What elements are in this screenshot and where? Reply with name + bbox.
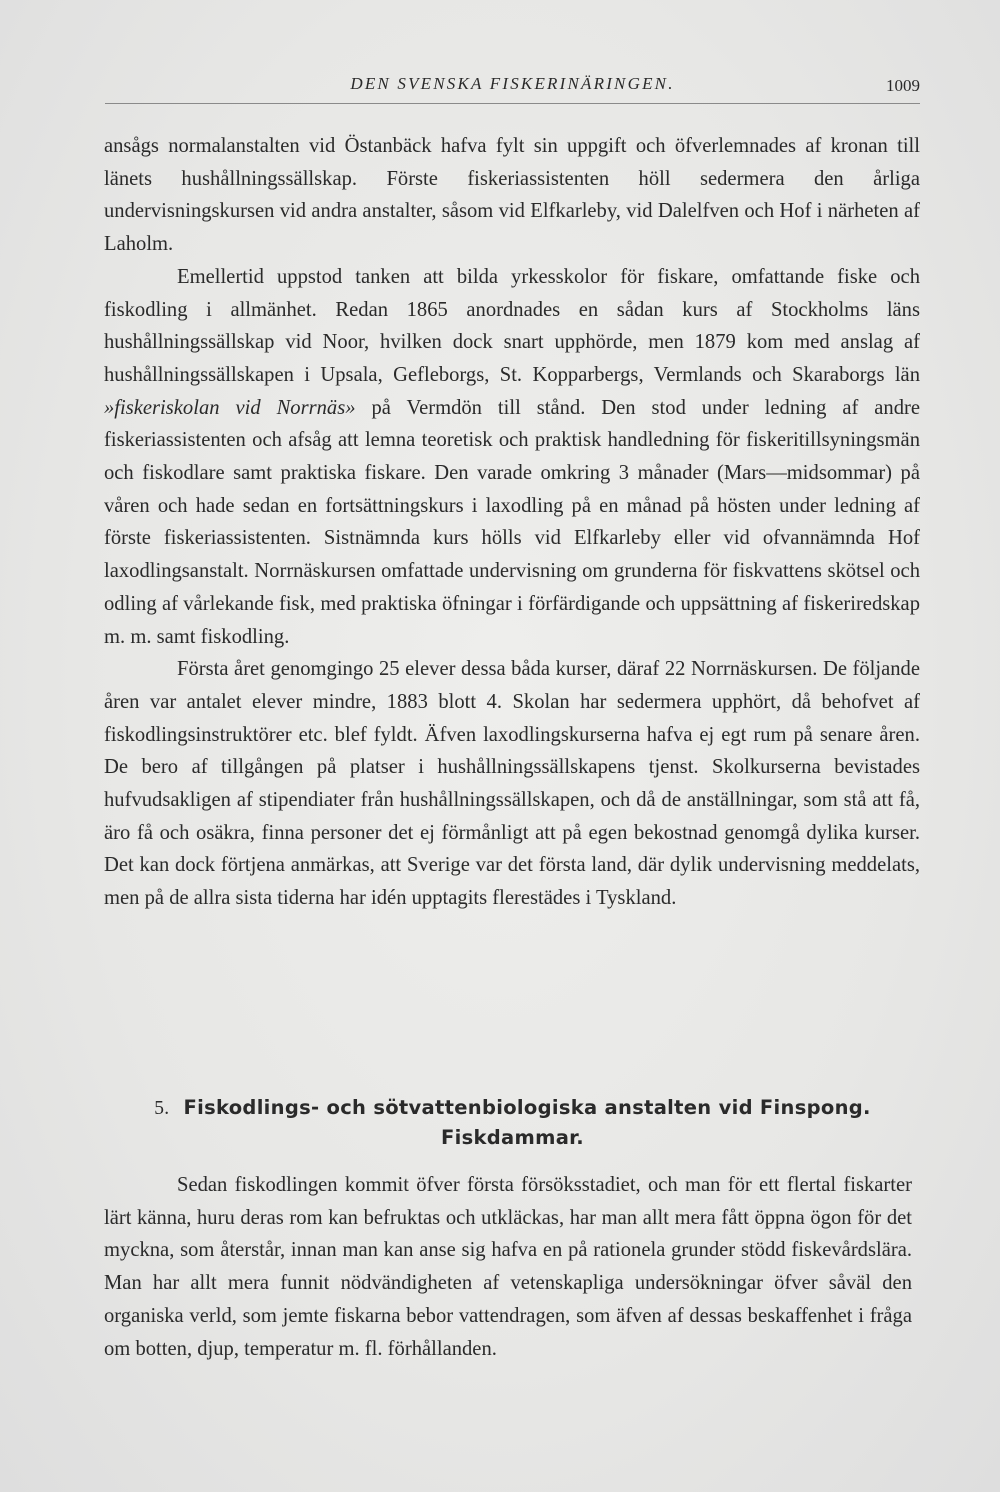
header-rule bbox=[105, 103, 920, 104]
paragraph-2 bbox=[104, 261, 920, 653]
main-text bbox=[104, 130, 920, 915]
paragraph-3: Första året genomgingo 25 elever dessa båda kurser, däraf 22 Norrnäskursen. De följande åren var antalet elever mindre, 1883 blott 4. Skolan har sedermera upphört, då behofvet af fiskodlingsinstruktörer etc. blef fyldt. Äfven laxodlingskurserna hafva ej egt rum på senare åren. De bero af tillgången på platser i hushållningssällskapens tjenst. Skolkurserna bevistades hufvudsakligen af stipendiater från hushållningssällskapen, och då de anställningar, som stå att få, äro få och osäkra, finna personer det ej förmånligt att på egen bekostnad genomgå dylika kurser. Det kan dock förtjena anmärkas, att Sverige var det första land, där dylik undervisning meddelats, men på de allra sista tiderna har idén upptagits flerestädes i Tyskland. bbox=[104, 658, 920, 910]
paragraph-2-end: på Vermdön till stånd. Den stod under ledning af andre fiskeriassistenten och afsåg att lemna teoretisk och praktisk handledning för fiskeritillsyningsmän och fiskodlare samt praktiska fiskare. Den varade omkring 3 månader (Mars—midsommar) på våren och hade sedan en fortsättningskurs i laxodling på en månad på hösten under ledning af förste fiskeriassistenten. Sistnämnda kurs hölls vid Elfkarleby eller vid ofvannämnda Hof laxodlingsanstalt. Norrnäskursen omfattade undervisning om grunderna för fiskvattens skötsel och odling af vårlekande fisk, med praktiska öfningar i förfärdigande och uppsättning af fiskeriredskap m. m. samt fiskodling. bbox=[104, 396, 920, 648]
section-heading-line-1 bbox=[105, 1093, 920, 1123]
section-heading bbox=[105, 1093, 920, 1152]
section-number: 5. bbox=[154, 1098, 170, 1119]
paragraph-2-start: Emellertid uppstod tanken att bilda yrkesskolor för fiskare, omfattande fiske och fiskodling i allmänhet. Redan 1865 anordnades en sådan kurs af Stockholms läns hushållningssällskap vid Noor, hvilken dock snart upphörde, men 1879 kom med anslag af hushållningssällskapen i Upsala, Gefleborgs, St. Kopparbergs, Vermlands och Skaraborgs län bbox=[104, 265, 920, 386]
running-title: DEN SVENSKA FISKERINÄRINGEN. bbox=[350, 74, 675, 93]
school-name: »fiskeriskolan vid Norrnäs» bbox=[104, 396, 356, 419]
section-subtitle: Fiskdammar. bbox=[440, 1126, 585, 1149]
page-number: 1009 bbox=[886, 76, 920, 95]
paragraph-1: ansågs normalanstalten vid Östanbäck hafva fylt sin uppgift och öfverlemnades af kronan till länets hushållningssällskap. Förste fiskeriassistenten höll sedermera den årliga undervisningskursen vid andra anstalter, såsom vid Elfkarleby, vid Dalelfven och Hof i närheten af Laholm. bbox=[104, 135, 920, 256]
section-paragraph: Sedan fiskodlingen kommit öfver första försöksstadiet, och man för ett flertal fiskarter lärt känna, huru deras rom kan befruktas och utkläckas, har man allt mera fått öppna ögon för det myckna, som återstår, innan man kan anse sig hafva en på rationela grunder stödd fiskevårdslära. Man har allt mera funnit nödvändigheten af vetenskapliga undersökningar öfver såväl den organiska verld, som jemte fiskarna bebor vattendragen, som äfven af dessas beskaffenhet i fråga om botten, djup, temperatur m. fl. förhållanden. bbox=[104, 1174, 912, 1360]
section-text bbox=[104, 1169, 912, 1365]
section-title: Fiskodlings- och sötvattenbiologiska anstalten vid Finspong. bbox=[183, 1096, 871, 1119]
page-header bbox=[105, 74, 920, 104]
